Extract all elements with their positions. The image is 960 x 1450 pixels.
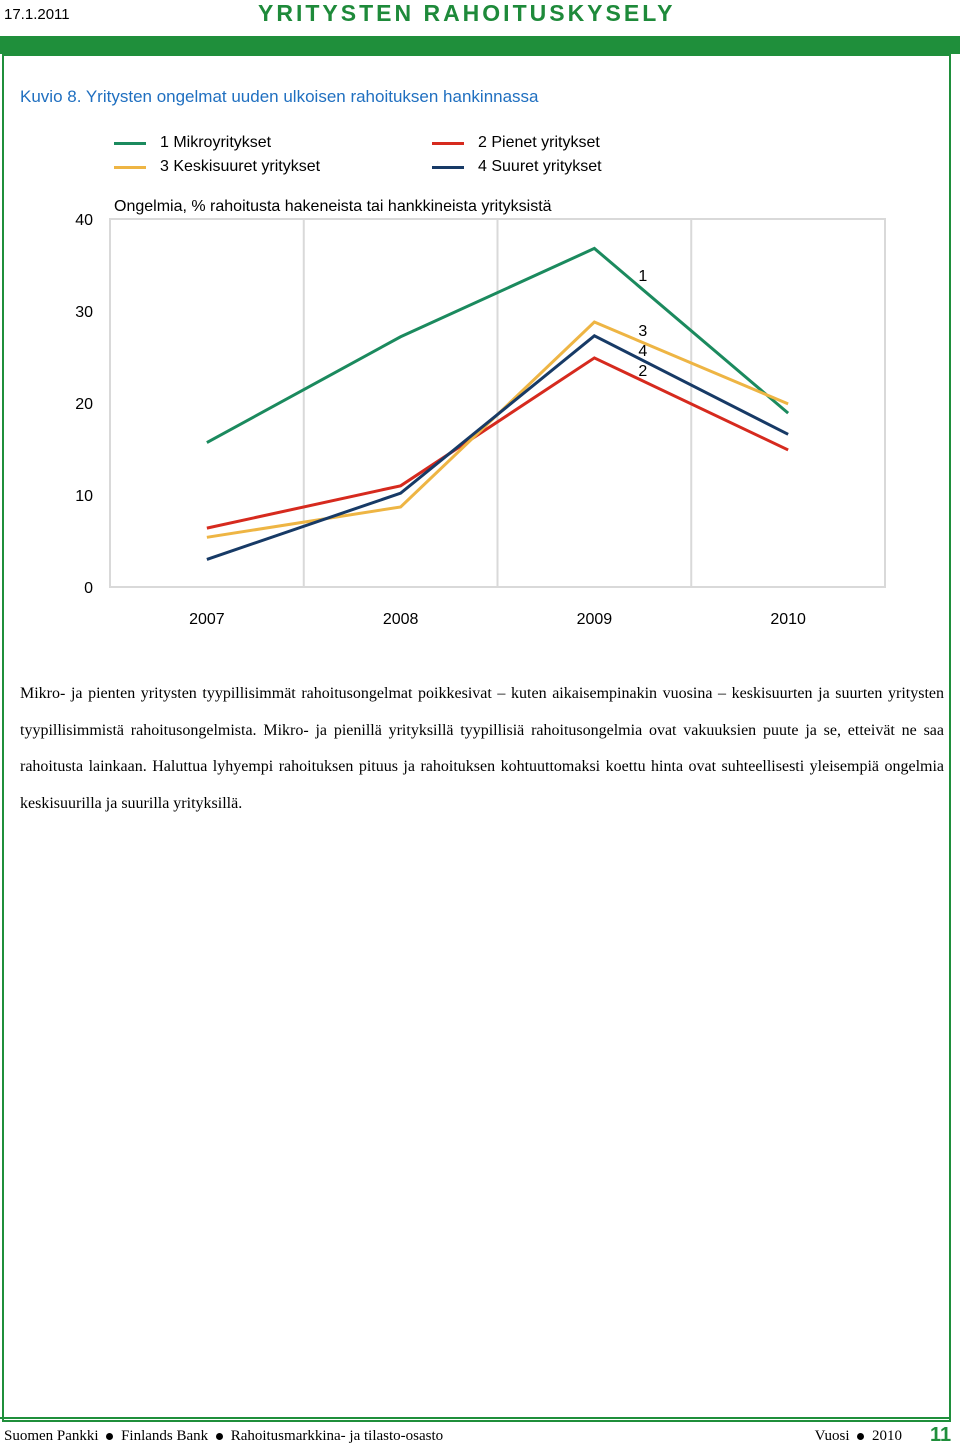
figure-title: Kuvio 8. Yritysten ongelmat uuden ulkoisen rahoituksen hankinnassa xyxy=(20,87,539,106)
footer-dept: Rahoitusmarkkina- ja tilasto-osasto xyxy=(230,1428,444,1444)
x-tick-label: 2010 xyxy=(770,611,806,628)
footer-year: 2010 xyxy=(872,1428,902,1444)
legend-label-2: 2 Pienet yritykset xyxy=(478,134,600,151)
legend-label-4: 4 Suuret yritykset xyxy=(478,158,602,175)
footer-left xyxy=(4,1428,443,1445)
bullet-icon xyxy=(216,1433,223,1440)
header-title: YRITYSTEN RAHOITUSKYSELY xyxy=(258,0,676,26)
series-label-4: 4 xyxy=(638,343,648,360)
series-label-2: 2 xyxy=(638,363,648,380)
bullet-icon xyxy=(106,1433,113,1440)
series-label-3: 3 xyxy=(638,323,648,340)
series-label-1: 1 xyxy=(638,268,648,285)
body-paragraph: Mikro- ja pienten yritysten tyypillisimmät rahoitusongelmat poikkesivat – kuten aikaisempinakin vuosina – keskisuurten ja suurten yritysten tyypillisimmistä rahoitusongelmista. Mikro- ja pienillä yrityksillä tyypillisiä rahoitusongelmia ovat vakuuksien puute ja se, etteivät ne saa rahoitusta lainkaan. Haluttua lyhyempi rahoituksen pituus ja rahoituksen kohtuuttomaksi koettu hinta ovat suhteellisesti yleisempiä ongelmia keskisuurilla ja suurilla yrityksillä. xyxy=(20,685,944,812)
bullet-icon xyxy=(857,1433,864,1440)
y-tick-label: 0 xyxy=(84,580,93,597)
page-number: 11 xyxy=(930,1424,952,1446)
footer-org-sv: Finlands Bank xyxy=(121,1428,209,1444)
legend-label-1: 1 Mikroyritykset xyxy=(160,134,272,151)
x-tick-label: 2009 xyxy=(576,611,613,628)
header-date: 17.1.2011 xyxy=(4,6,70,23)
footer-year-label: Vuosi xyxy=(814,1428,850,1444)
line-chart xyxy=(0,0,960,660)
legend-label-3: 3 Keskisuuret yritykset xyxy=(160,158,321,175)
y-tick-label: 40 xyxy=(75,212,93,229)
y-tick-label: 20 xyxy=(75,396,93,413)
x-tick-label: 2007 xyxy=(189,611,225,628)
footer-org-fi: Suomen Pankki xyxy=(4,1428,99,1444)
y-tick-label: 10 xyxy=(75,488,93,505)
x-tick-label: 2008 xyxy=(382,611,419,628)
y-axis-label: Ongelmia, % rahoitusta hakeneista tai hankkineista yrityksistä xyxy=(114,198,552,215)
footer-rule xyxy=(0,1417,951,1419)
footer-right xyxy=(815,1428,902,1445)
y-tick-label: 30 xyxy=(75,304,93,321)
